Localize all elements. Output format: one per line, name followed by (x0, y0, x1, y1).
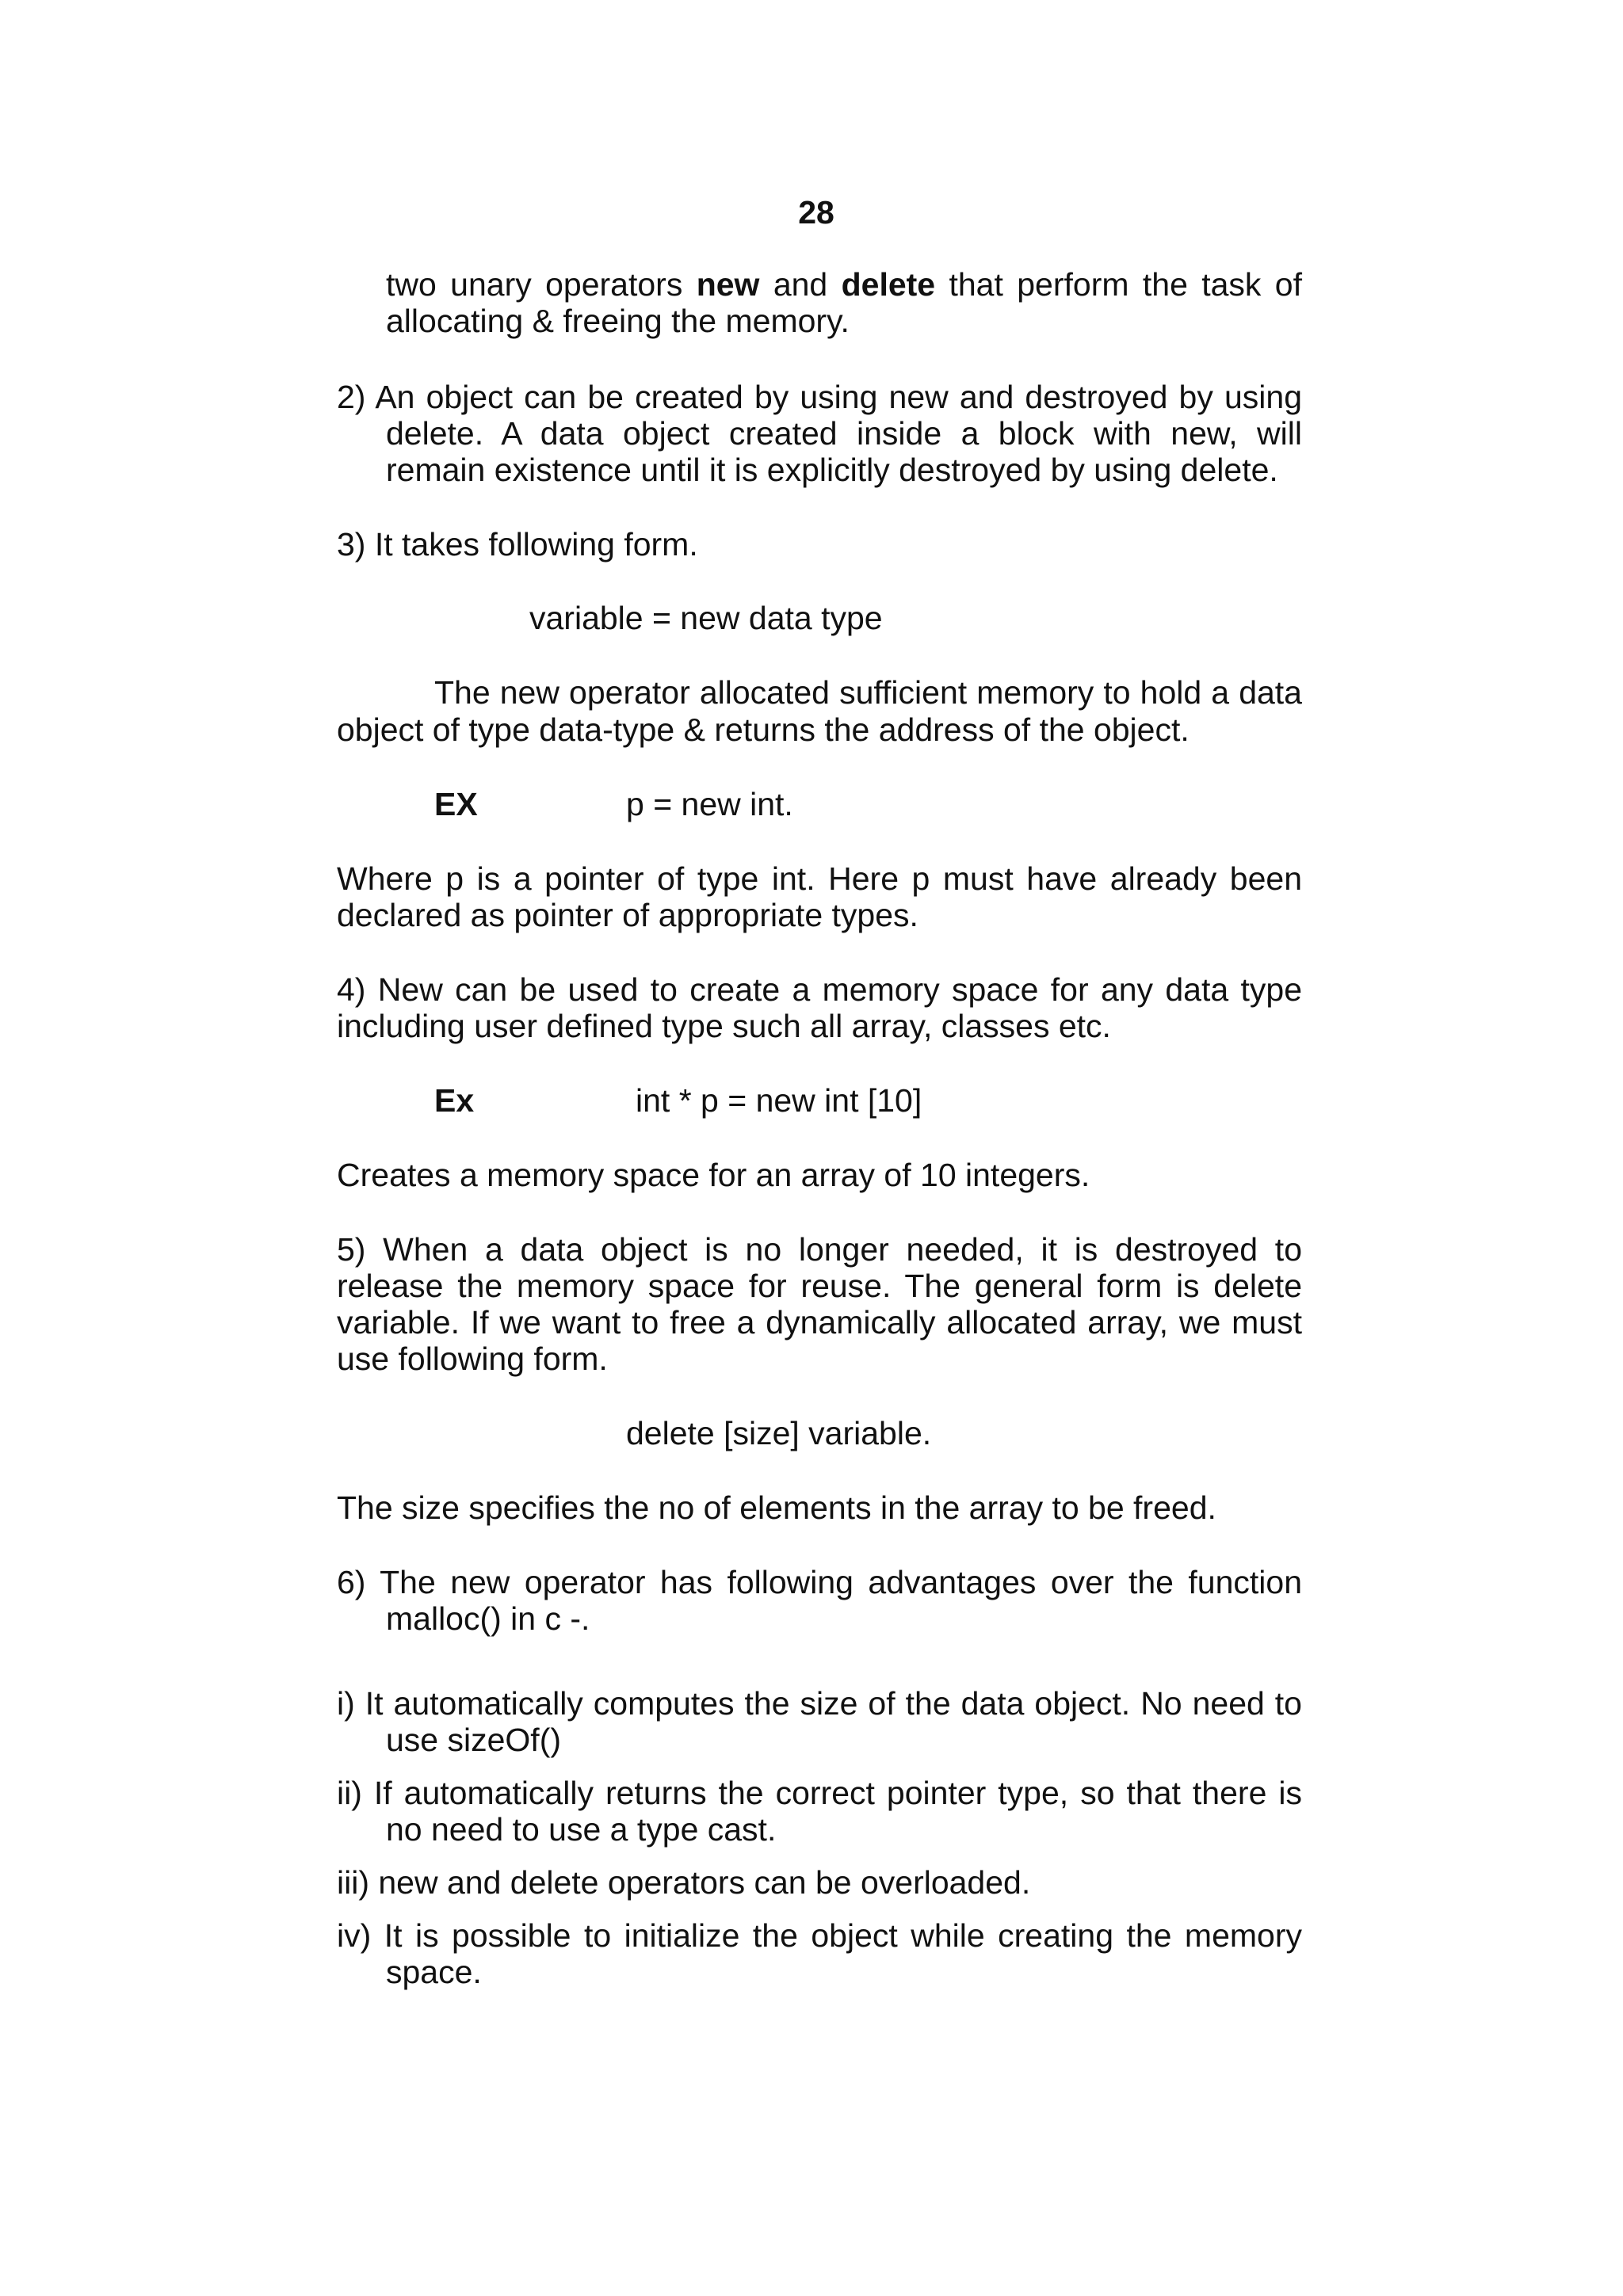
point-3-where-line-2: declared as pointer of appropriate types. (337, 897, 918, 933)
point-5-line-4: use following form. (337, 1341, 608, 1377)
intro-line-1: two unary operators new and delete that perform the task of (386, 266, 1302, 303)
advantage-item-cont: space. (386, 1954, 482, 1990)
point-3-where-line-1: Where p is a pointer of type int. Here p must have already been (337, 860, 1302, 897)
syntax-delete: delete [size] variable. (626, 1415, 932, 1451)
point-5-line-3: variable. If we want to free a dynamically allocated array, we must (337, 1304, 1302, 1341)
advantage-item: iii) new and delete operators can be overloaded. (337, 1864, 1031, 1901)
keyword-delete: delete (841, 266, 936, 303)
point-3-desc-line-1: The new operator allocated sufficient memory to hold a data (434, 674, 1302, 711)
point-6-line-1: 6) The new operator has following advantages over the function (337, 1564, 1302, 1600)
point-4-line-1: 4) New can be used to create a memory space for any data type (337, 971, 1302, 1008)
point-4-line-2: including user defined type such all array, classes etc. (337, 1008, 1111, 1044)
example-code: p = new int. (626, 786, 793, 822)
advantage-item: iv) It is possible to initialize the object while creating the memory (337, 1917, 1302, 1954)
point-2-line-1: 2) An object can be created by using new and destroyed by using (337, 379, 1302, 415)
page-number: 28 (798, 194, 834, 231)
keyword-new: new (696, 266, 760, 303)
example-label: EX (434, 786, 478, 822)
advantage-item-cont: no need to use a type cast. (386, 1811, 777, 1848)
point-5-line-2: release the memory space for reuse. The general form is delete (337, 1268, 1302, 1304)
point-3-desc-line-2: object of type data-type & returns the address of the object. (337, 711, 1190, 748)
advantage-item-cont: use sizeOf() (386, 1722, 561, 1758)
advantage-item: ii) If automatically returns the correct pointer type, so that there is (337, 1775, 1302, 1811)
point-3-line-1: 3) It takes following form. (337, 526, 698, 563)
point-4-result: Creates a memory space for an array of 10 integers. (337, 1157, 1090, 1193)
point-2-line-3: remain existence until it is explicitly destroyed by using delete. (386, 452, 1278, 488)
intro-line-2: allocating & freeing the memory. (386, 303, 850, 339)
point-2-line-2: delete. A data object created inside a block with new, will (386, 415, 1302, 452)
point-5-size-desc: The size specifies the no of elements in the array to be freed. (337, 1489, 1216, 1526)
syntax-new: variable = new data type (529, 600, 883, 636)
example-code: int * p = new int [10] (636, 1082, 922, 1119)
point-6-line-2: malloc() in c -. (386, 1600, 590, 1637)
advantage-item: i) It automatically computes the size of the data object. No need to (337, 1685, 1302, 1722)
point-5-line-1: 5) When a data object is no longer needed, it is destroyed to (337, 1231, 1302, 1268)
example-label: Ex (434, 1082, 475, 1119)
